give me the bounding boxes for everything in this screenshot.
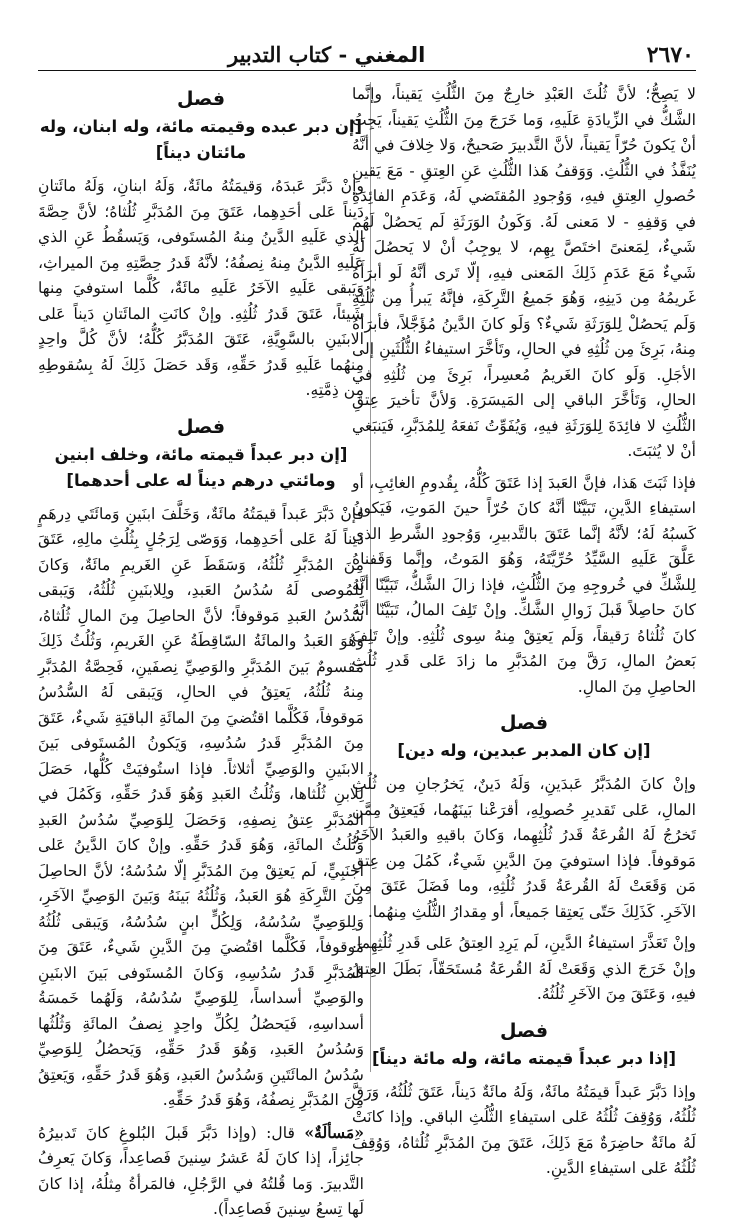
paragraph: وإنْ كانَ المُدَبَّرُ عَبدَينِ، وَلَهُ دَينٌ، يَخرُجانِ مِن ثُلُثِ المالِ، عَلى تَقديرِ حُصولِهِ، أقرَعْنا بَينَهُما، فَيَعتِقُ مِمَّن تَخرُجُ لَهُ القُرعَةُ قَدرُ ثُلُثِهِما، وَكانَ باقيهِ والعَبدُ الآخَرُ مَوقوفاً. فإذا استوفيَ مِنَ الدَّينِ شَيءٌ، كَمُلَ مِن عِتقِ مَن وَقَعَتْ لَهُ القُرعَةُ قَدرُ ثُلُثِهِ، وما فَضَلَ عَتَقَ مِنَ الآخَرِ. كَذَلِكَ حَتّى يَعتِقا جَميعاً، أو مِقدارُ الثُّلُثِ مِنهُما. (352, 775, 696, 921)
title-separator: - (331, 42, 355, 67)
section-heading: فصل (176, 88, 226, 110)
section-heading: فصل (499, 712, 549, 734)
section-title: كتاب التدبير (228, 42, 332, 67)
page-header (38, 40, 696, 71)
section-subheading: [إذا دبر عبداً قيمته مائة، وله مائة ديناً] (371, 1048, 677, 1068)
section-subheading: [إن دبر عبداً قيمته مائة، وخلف ابنين ومائتي درهم ديناً له على أحدهما] (54, 444, 348, 490)
right-column (352, 82, 696, 1177)
paragraph: وإذا دَبَّرَ عَبداً قيمَتُهُ مائَةٌ، وَلَهُ مائَةٌ دَيناً، عَتَقَ ثُلُثُهُ، وَرَقَّ ثُلُثُهُ، وَوُقِفَ ثُلُثُهُ عَلى استيفاءِ الثُّلُثِ الباقي. وإذا كانَتْ لَهُ مائَةٌ حاضِرَةٌ مَعَ ذَلِكَ، عَتَقَ مِنَ المُدَبَّرِ ثُلُثاهُ، وَوُقِفَ ثُلُثُهُ عَلى استيفاءِ الدَّينِ. (352, 1082, 696, 1177)
masala-label: «مَسألَةٌ» (304, 1122, 364, 1142)
running-title (228, 42, 425, 67)
paragraph: لا يَصِحُّ؛ لأنَّ ثُلُثَ العَبْدِ خارِجٌ مِنَ الثُّلُثِ يَقيناً، وإنَّما الشَّكُّ في الزِّيادَةِ عَلَيهِ، وَما خَرَجَ مِنَ الثُّلُثِ يَقيناً، يَجِبُ أنْ يَكونَ حُرّاً يَقيناً، لأنَّ التَّدبيرَ صَحيحٌ، وَلا خِلافَ في أنَّهُ يُنَفَّذُ في الثُّلُثِ. وَوَقفُ هَذا الثُّلُثِ عَنِ العِتقِ - مَعَ يَقينِ حُصولِ العِتقِ فيهِ، وَوُجودِ المُقتَضي لَهُ، وَعَدَمِ الفائِدَةِ في وَقفِهِ - لا مَعنى لَهُ. وَكَونُ الوَرَثَةِ لَم يَحصُلْ لَهُم شَيءٌ، لِمَعنىً اختَصَّ بِهِم، لا يوجِبُ أنْ لا يَحصُلَ لَهُ شَيءٌ مَعَ عَدَمِ ذَلِكَ المَعنى فيهِ، إلّا تَرى أنَّهُ لَو أبرَأَهُ غَريمُهُ مِن دَينِهِ، وَهُوَ جَميعُ التَّرِكَةِ، فإنَّهُ يَبرأُ مِن ثُلُثِهِ وَلَم يَحصُلْ لِلوَرَثَةِ شَيءٌ؟ وَلَو كانَ الدَّينُ مُؤَجَّلاً، فأبرَأهُ مِنهُ، بَرِئَ مِن ثُلُثِهِ في الحالِ، وتَأخَّرَ استيفاءُ الثُّلُثَينِ إلى الأجَلِ. وَلَو كانَ الغَريمُ مُعسِراً، بَرِئَ مِن ثُلُثِهِ في الحالِ، وَتَأخَّرَ الباقي إلى المَيسَرَةِ. وَلأنَّ تأخيرَ عِتقِ الثُّلُثِ لا فائِدَةَ لِلوَرَثَةِ فيهِ، وَيُفَوِّتُ نَفعَهُ لِلمُدَبَّرِ، فَيَنبَغي أنْ لا يُثبَتَ. (352, 85, 696, 460)
section-heading: فصل (176, 415, 226, 438)
paragraph: وإنْ تَعَذَّرَ استيفاءُ الدَّينِ، لَم يَرِدِ العِتقُ عَلى قَدرِ ثُلُثِهِما. وإنْ خَرَجَ الذي وَقَعَتْ لَهُ القُرعَةُ مُستَحَقّاً، بَطَلَ العِتقُ فيهِ، وَعَتَقَ مِنَ الآخَرِ ثُلُثُهُ. (352, 934, 696, 1003)
paragraph: فإنْ دَبَّرَ عَبداً قيمَتُهُ مائَةٌ، وَخَلَّفَ ابنَينِ وَمائَتَي دِرهَمٍ دَيناً لَهُ عَلى أحَدِهِما، وَوَصّى لِرَجُلٍ بِثُلُثِ مالِهِ، عَتَقَ مِنَ المُدَبَّرِ ثُلُثُهُ، وَسَقَطَ عَنِ الغَريمِ مائَةٌ، وَكانَ لِلمُوصى لَهُ سُدُسُ العَبدِ، ولِلابنَينِ ثُلُثُهُ، وَيَبقى سُدُسُ العَبدِ مَوقوفاً؛ لأنَّ الحاصِلَ مِنَ المالِ ثُلُثاهُ، وَهُوَ العَبدُ والمائَةُ السّاقِطَةُ عَنِ الغَريمِ، وَثُلُثُ ذَلِكَ مَقسومٌ بَينَ المُدَبَّرِ والوَصِيِّ نِصفَينِ، فَحِصَّةُ المُدَبَّرِ مِنهُ ثُلُثُهُ، يَعتِقُ في الحالِ، وَيَبقى لَهُ السُّدُسُ مَوقوفاً، فَكُلَّما اقتُضيَ مِنَ المائَةِ الباقيَةِ شَيءٌ، عَتَقَ مِنَ المُدَبَّرِ قَدرُ سُدُسِهِ، وَيَكونُ المُستَوفى بَينَ الابنَينِ والوَصِيِّ أثلاثاً. فإذا استُوفيَتْ كُلُّها، حَصَلَ لِلابنِ ثُلُثاها، وَثُلُثُ العَبدِ وَهُوَ قَدرُ حَقِّهِ، وَكَمُلَ في المُدَبَّرِ عِتقُ نِصفِهِ، وَحَصَلَ لِلوَصِيِّ سُدُسُ العَبدِ وَثُلُثُ المائَةِ، وَهُوَ قَدرُ حَقِّهِ. وإنْ كانَ الدَّينُ عَلى أجنَبِيٍّ، لَم يَعتِقْ مِنَ المُدَبَّرِ إلّا سُدُسُهُ؛ لأنَّ الحاصِلَ مِنَ التَّرِكَةِ هُوَ العَبدُ، وَثُلُثُهُ بَينَهُ وَبَينَ الوَصِيِّ الآخَرِ، وَلِلوَصِيِّ سُدُسُهُ، وَلِكُلٍّ ابنٍ سُدُسُهُ، وَيَبقى ثُلُثُهُ مَوقوفاً، فَكُلَّما اقتُضيَ مِنَ الدَّينِ شَيءٌ، عَتَقَ مِنَ المُدَبَّرِ قَدرُ سُدُسِهِ، وَكانَ المُستَوفى بَينَ الابنَينِ والوَصِيِّ أسداساً، لِلوَصِيِّ سُدُسُهُ، وَلَهُما خَمسَةُ أسداسِهِ، فَيَحصُلُ لِكُلِّ واحِدٍ نِصفُ المائَةِ وَثُلُثُها وَسُدُسُ العَبدِ، وَهُوَ قَدرُ حَقِّهِ، وَيَحصُلُ لِلوَصِيِّ سُدُسُ المائَتَينِ وَسُدُسُ العَبدِ، وَهُوَ قَدرُ حَقِّهِ، وَيَعتِقُ مِنَ المُدَبَّرِ نِصفُهُ، وَهُوَ قَدرُ حَقِّهِ. (38, 504, 364, 1109)
book-title: المغني (354, 43, 426, 67)
left-column (38, 82, 364, 1218)
page-number: ٢٦٧٠ (646, 42, 694, 68)
paragraph: فإذا ثَبَتَ هَذا، فإنَّ العَبدَ إذا عَتَقَ كُلُّهُ، بِقُدومِ الغائِبِ، أو استيفاءِ الدَّينِ، تَبَيَّنّا أنَّهُ كانَ حُرّاً حينَ المَوتِ، فَيَكونُ كَسبُهُ لَهُ؛ لأنَّهُ إنَّما عَتَقَ بالتَّدبيرِ، وَوُجودِ الشَّرطِ الذي عَلَّقَ عَلَيهِ السَّيِّدُ حُرِّيَّتَهُ، وَهُوَ المَوتُ، وإنَّما وَقَفناهُ لِلشَّكِّ في خُروجِهِ مِنَ الثُّلُثِ، فإذا زالَ الشَّكُّ، تَبَيَّنّا أنَّهُ كانَ حاصِلاً قَبلَ زَوالِ الشَّكِّ. وإنْ تَلِفَ المالُ، تَبَيَّنّا أنَّهُ كانَ ثُلُثاهُ رَقيقاً، وَلَم يَعتِقْ مِنهُ سِوى ثُلُثِهِ. وإنْ تَلِفَ بَعضُ المالِ، رَقَّ مِنَ المُدَبَّرِ ما زادَ عَلى قَدرِ ثُلُثِ الحاصِلِ مِنَ المالِ. (352, 473, 696, 696)
section-heading: فصل (499, 1019, 549, 1042)
masala-paragraph (38, 1120, 364, 1223)
section-subheading: [إن دبر عبده وقيمته مائة، وله ابنان، وله مائتان ديناً] (39, 117, 363, 162)
paragraph: وإنْ دَبَّرَ عَبدَهُ، وَقيمَتُهُ مائَةٌ، وَلَهُ ابنانِ، وَلَهُ مائَتانِ دَيناً عَلى أحَدِهِما، عَتَقَ مِنَ المُدَبَّرِ ثُلُثاهُ؛ لأنَّ حِصَّةَ الذي عَلَيهِ الدَّينُ مِنهُ المُستَوفى، وَيَسقُطُ عَنِ الذي عَلَيهِ الدَّينُ مِنهُ نِصفُهُ؛ لأنَّهُ قَدرُ حِصَّتِهِ مِنَ الميراثِ، وَيَبقى عَلَيهِ الآخَرُ عَلَيهِ مائَةٌ، كُلَّما استوفيَ مِنها شَيئاً، عَتَقَ قَدرُ ثُلُثِهِ. وإنْ كانَتِ المائَتانِ دَيناً عَلى الابنَينِ بالسَّوِيَّةِ، عَتَقَ المُدَبَّرُ كُلُّهُ؛ لأنَّ كُلَّ واحِدٍ مِنهُما عَلَيهِ قَدرُ حَقِّهِ، وَقَد حَصَلَ ذَلِكَ لَهُ بِسُقوطِهِ مِن ذِمَّتِهِ. (38, 177, 364, 399)
masala-text: قال: (وإذا دَبَّرَ قَبلَ البُلوغِ كانَ تَدبيرُهُ جائِزاً، إذا كانَ لَهُ عَشرُ سِنينَ فَصاعِداً، وَكانَ يَعرِفُ التَّدبيرَ. وَما قُلتُهُ في الرَّجُلِ، فالمَرأةُ مِثلُهُ، إذا كانَ لَها تِسعُ سِنينَ فَصاعِداً). (38, 1123, 364, 1218)
section-subheading: [إن كان المدبر عبدين، وله دين] (397, 741, 651, 760)
